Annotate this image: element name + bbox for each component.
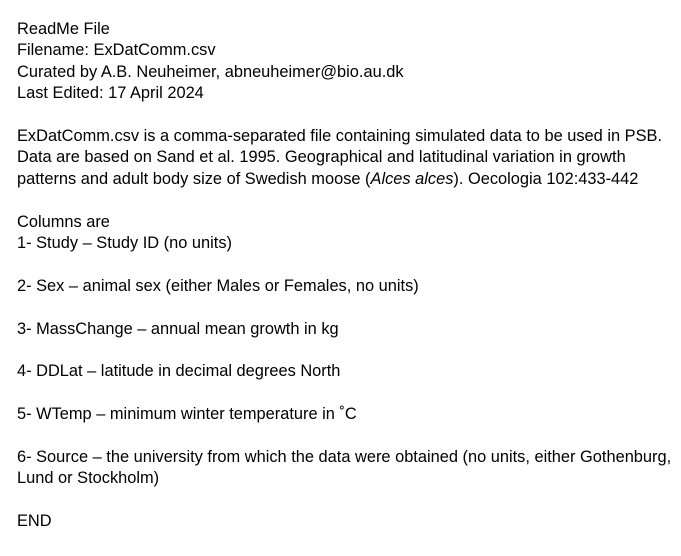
column-item-sex: 2- Sex – animal sex (either Males or Females, no units) [17,276,419,295]
description-citation: ). Oecologia 102:433-442 [453,169,639,188]
last-edited-line: Last Edited: 17 April 2024 [17,84,204,103]
description-paragraph [17,126,672,190]
readme-document [17,19,672,533]
column-item-ddlat: 4- DDLat – latitude in decimal degrees North [17,362,341,381]
column-item-study: 1- Study – Study ID (no units) [17,234,232,253]
column-item-masschange: 3- MassChange – annual mean growth in kg [17,319,339,338]
column-item-wtemp: 5- WTemp – minimum winter temperature in ˚C [17,405,357,424]
columns-heading: Columns are [17,212,110,231]
species-name: Alces alces [370,169,454,188]
curator-line: Curated by A.B. Neuheimer, abneuheimer@bio.au.dk [17,62,404,81]
description-text: ExDatComm.csv is a comma-separated file containing simulated data to be used in PSB. Data are based on Sand et al. 1995. Geographical and latitudinal variation in growth patterns and adult body size of Swedish moose ( [17,127,663,188]
filename-line: Filename: ExDatComm.csv [17,41,216,60]
document-title: ReadMe File [17,20,110,38]
end-marker: END [17,512,52,531]
column-item-source: 6- Source – the university from which the data were obtained (no units, either Gothenburg, Lund or Stockholm) [17,448,672,488]
